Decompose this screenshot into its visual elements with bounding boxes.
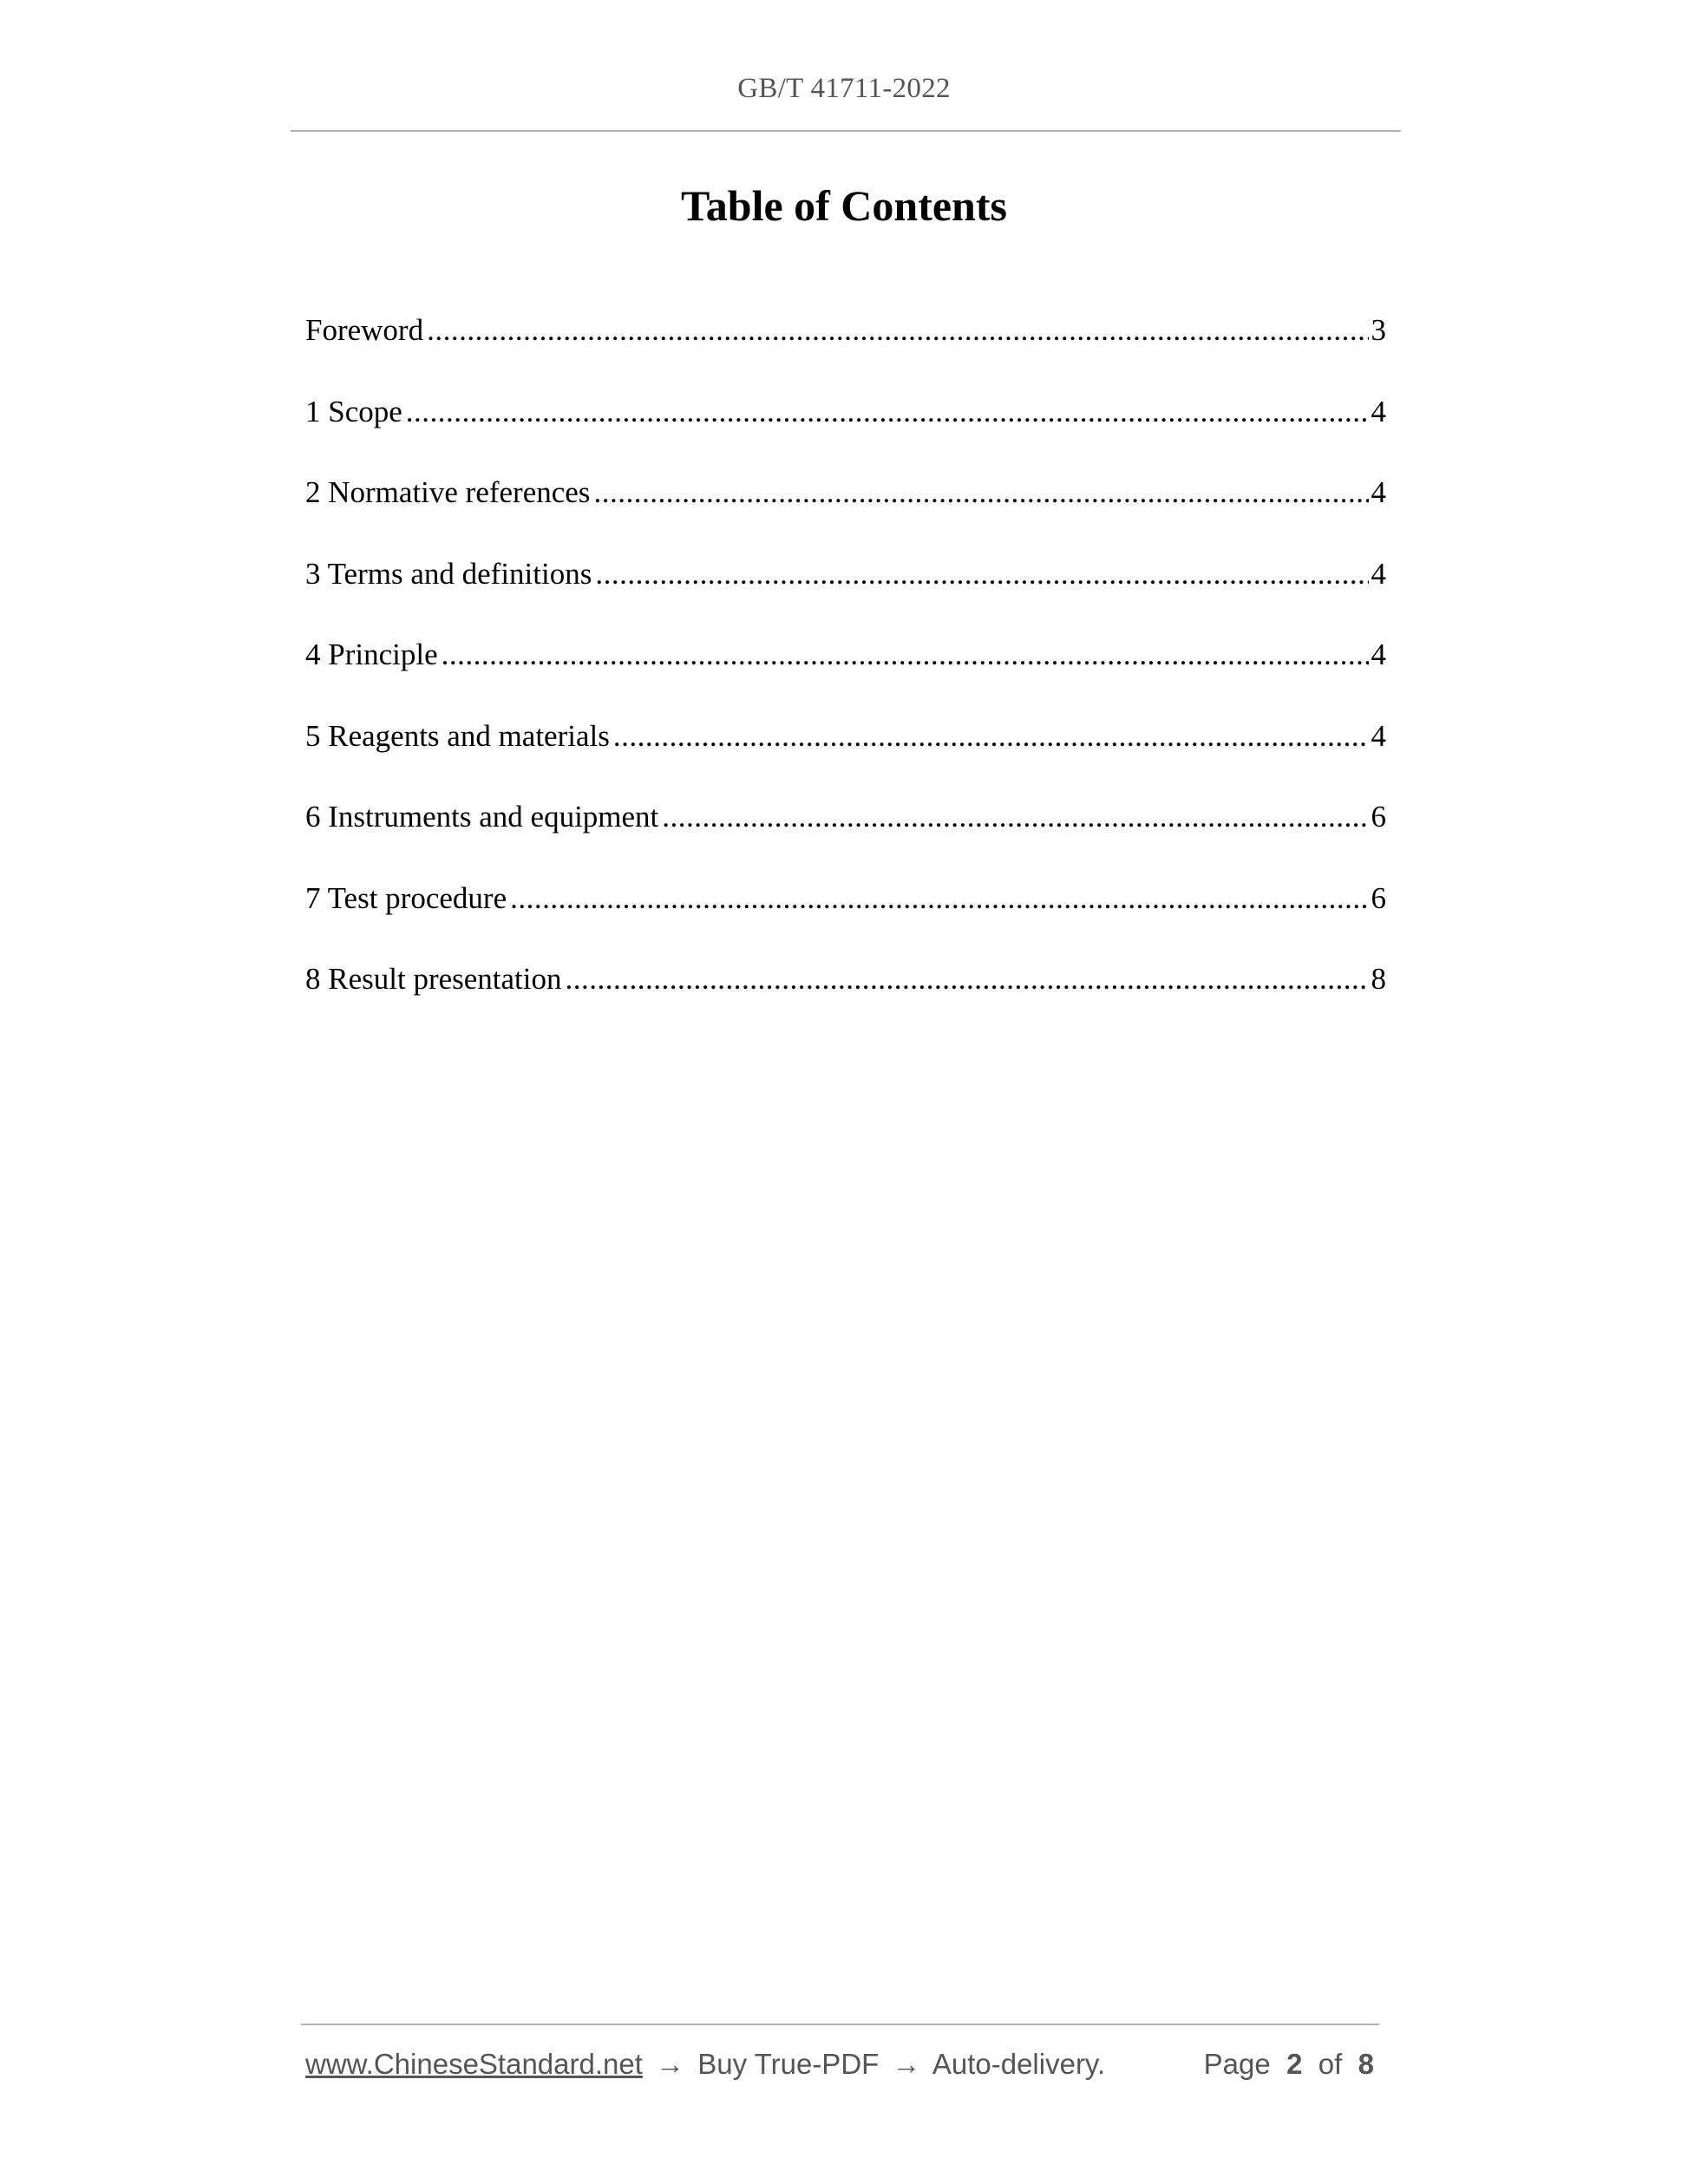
delivery-text: Auto-delivery. [932,2048,1106,2080]
toc-entry-title: 3 Terms and definitions [305,556,592,591]
toc-entry-title: 2 Normative references [305,475,591,509]
toc-entry-page: 8 [1371,962,1386,996]
dot-leader [662,793,1368,840]
right-arrow-icon: → [656,2048,685,2080]
dot-leader [406,388,1369,435]
footer-promo [305,2043,1105,2086]
toc-entry-title: 4 Principle [305,638,438,671]
footer-divider [301,2024,1379,2025]
dot-leader [427,306,1368,354]
toc-list [305,306,1386,1036]
toc-entry-scope[interactable] [305,388,1386,469]
toc-entry-page: 4 [1371,556,1386,591]
of-label: of [1318,2048,1343,2080]
page-indicator [1204,2043,1374,2086]
current-page-number: 2 [1286,2048,1303,2080]
toc-entry-foreword[interactable] [305,306,1386,388]
toc-entry-title: 6 Instruments and equipment [305,800,659,834]
toc-entry-page: 4 [1371,638,1386,671]
toc-entry-page: 6 [1371,800,1386,834]
page-label: Page [1203,2048,1271,2080]
toc-entry-title: 7 Test procedure [305,880,507,915]
toc-entry-reagents-and-materials[interactable] [305,712,1386,794]
toc-entry-page: 6 [1371,880,1386,915]
page-footer [305,2043,1379,2086]
toc-entry-title: 1 Scope [305,394,402,428]
website-link[interactable]: www.ChineseStandard.net [305,2048,643,2080]
standard-code: GB/T 41711-2022 [737,73,951,104]
header-divider [291,130,1401,132]
toc-entry-result-presentation[interactable] [305,955,1386,1036]
dot-leader [593,468,1368,516]
toc-entry-title: Foreword [305,313,424,347]
toc-entry-page: 4 [1371,718,1386,753]
toc-entry-title: 8 Result presentation [305,962,562,996]
toc-entry-title: 5 Reagents and materials [305,718,610,753]
buy-text: Buy True-PDF [697,2048,880,2080]
toc-entry-normative-references[interactable] [305,468,1386,550]
toc-entry-instruments-and-equipment[interactable] [305,793,1386,874]
toc-entry-principle[interactable] [305,631,1386,712]
toc-entry-test-procedure[interactable] [305,874,1386,956]
dot-leader [510,874,1368,922]
dot-leader [613,712,1369,760]
total-pages-number: 8 [1358,2048,1374,2080]
dot-leader [566,955,1369,1003]
right-arrow-icon: → [892,2048,921,2080]
toc-entry-page: 3 [1371,313,1386,347]
page-title: Table of Contents [681,181,1007,230]
toc-entry-terms-and-definitions[interactable] [305,550,1386,631]
dot-leader [442,631,1369,678]
toc-entry-page: 4 [1371,475,1386,509]
toc-entry-page: 4 [1371,394,1386,428]
dot-leader [595,550,1368,598]
